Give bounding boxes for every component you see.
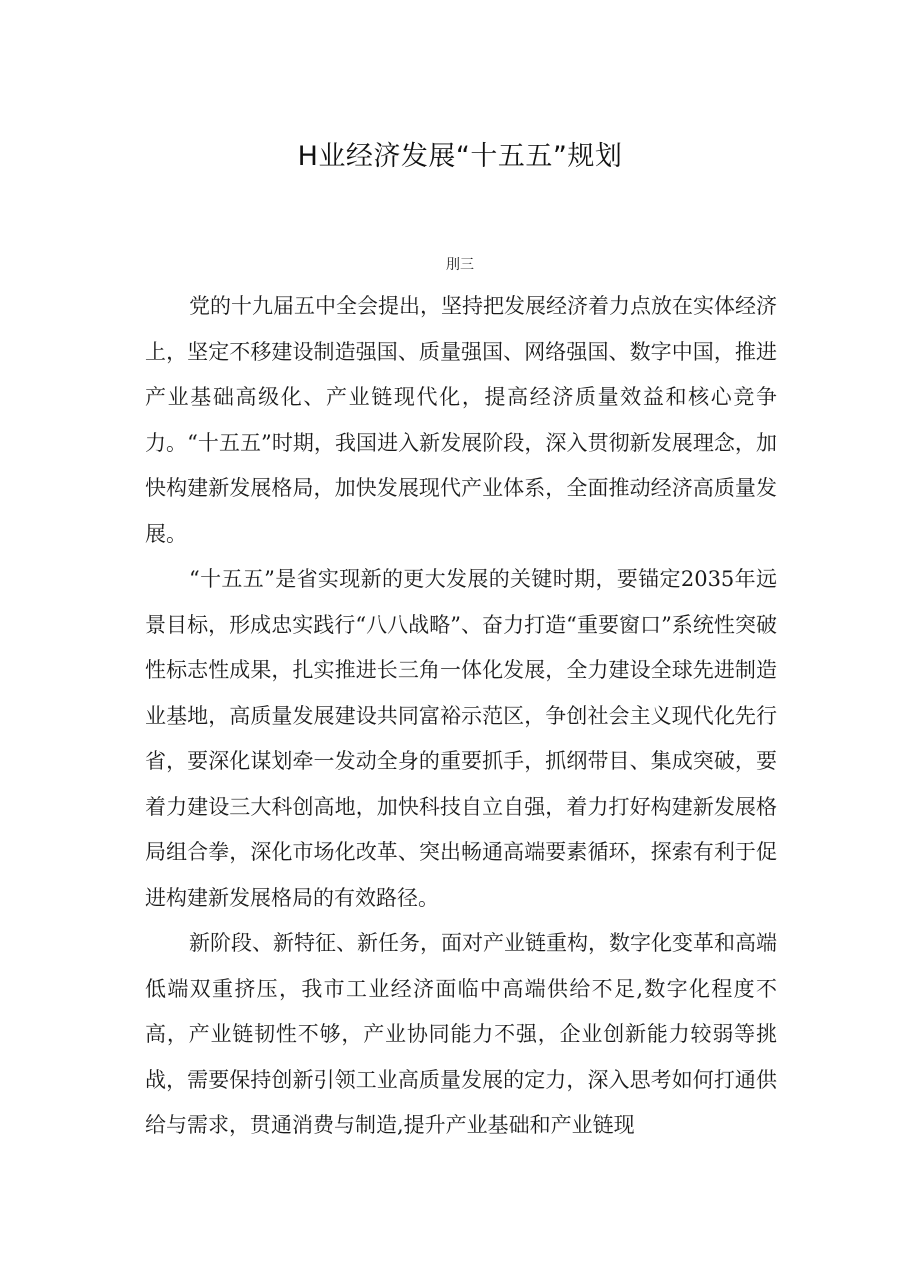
section-heading: 刖三: [446, 257, 474, 273]
paragraph-2: “十五五”是省实现新的更大发展的关键时期，要锚定2035年远景目标，形成忠实践行“八八战略”、奋力打造“重要窗口”系统性突破性标志性成果，扎实推进长三角一体化发展，全力建设全球先进制造业基地，高质量发展建设共同富裕示范区，争创社会主义现代化先行省，要深化谋划牵一发动全身的重要抓手，抓纲带目、集成突破，要着力建设三大科创高地，加快科技自立自强，着力打好构建新发展格局组合拳，深化市场化改革、突出畅通高端要素循环，探索有利于促进构建新发展格局的有效路径。: [145, 567, 777, 910]
document-title: H业经济发展“十五五”规划: [297, 141, 623, 172]
paragraph-3: 新阶段、新特征、新任务，面对产业链重构，数字化变革和高端低端双重挤压，我市工业经济面临中高端供给不足,数字化程度不高，产业链韧性不够，产业协同能力不强，企业创新能力较弱等挑战，需要保持创新引领工业高质量发展的定力，深入思考如何打通供给与需求，贯通消费与制造,提升产业基础和产业链现: [145, 931, 777, 1137]
paragraph-1: 党的十九届五中全会提出，坚持把发展经济着力点放在实体经济上，坚定不移建设制造强国、质量强国、网络强国、数字中国，推进产业基础高级化、产业链现代化，提高经济质量效益和核心竞争力。“十五五”时期，我国进入新发展阶段，深入贯彻新发展理念，加快构建新发展格局，加快发展现代产业体系，全面推动经济高质量发展。: [145, 294, 777, 546]
document-body: [145, 284, 777, 1149]
